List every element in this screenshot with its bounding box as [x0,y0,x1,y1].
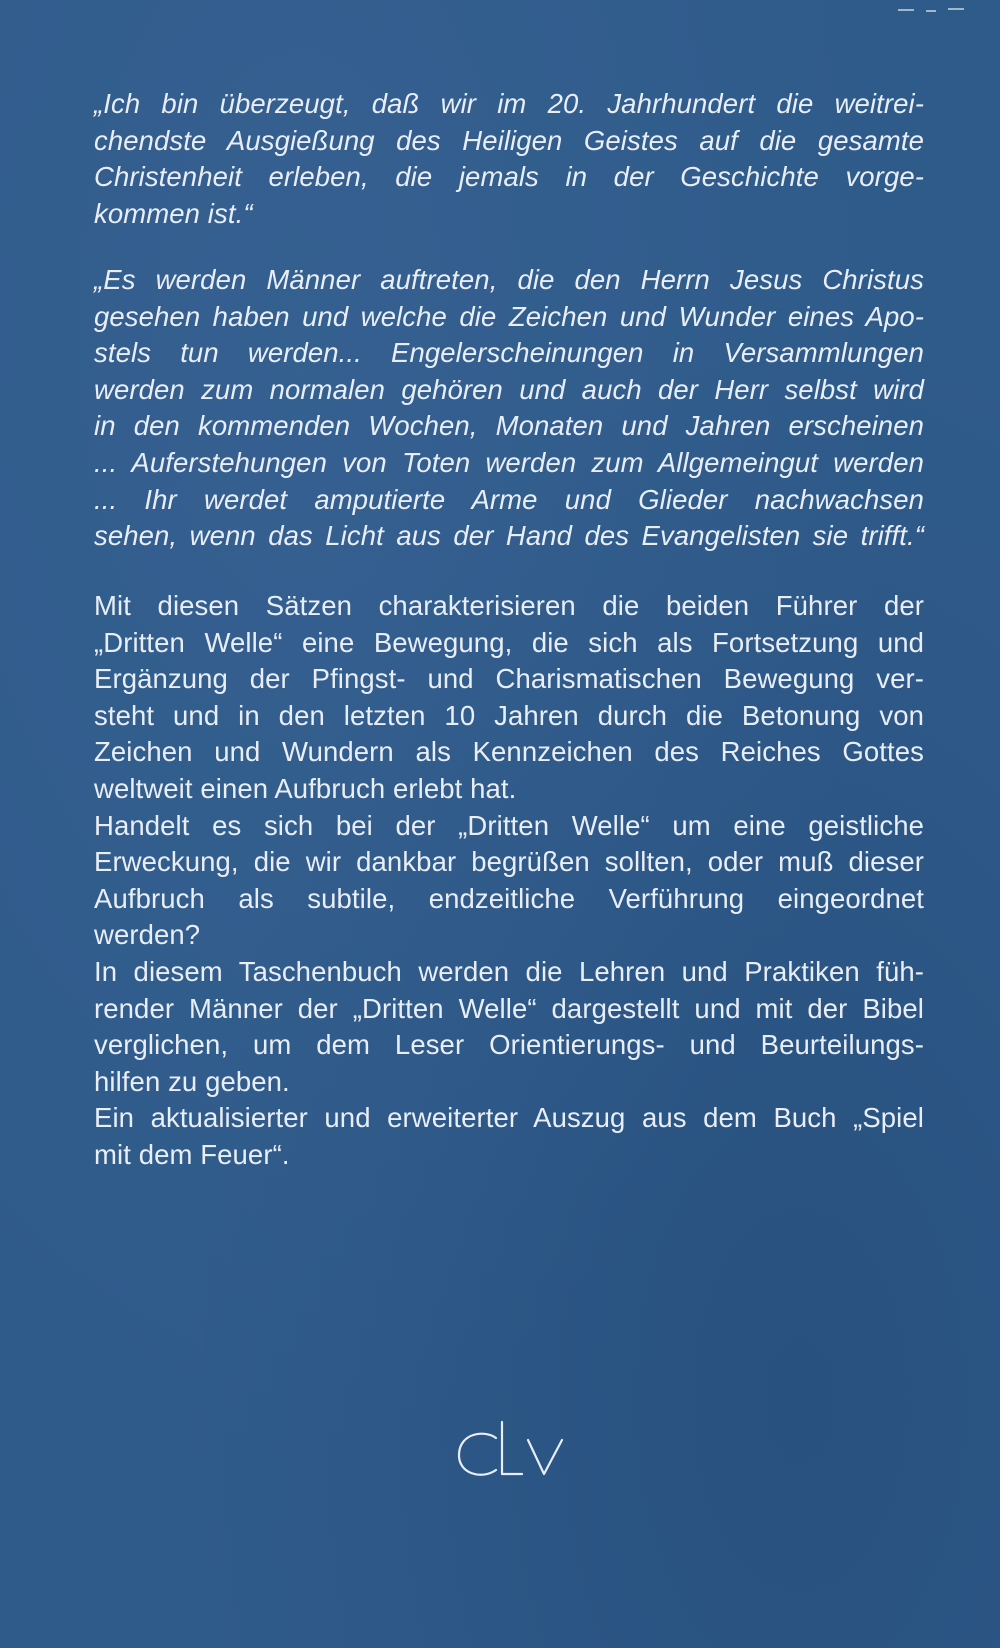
description-paragraph-2 [94,808,924,954]
quote-first-line: „Ich bin überzeugt, daß wir im 20. Jahrhundert die weitrei- [94,88,924,119]
description-line: werden? [94,919,201,951]
quote-second-line: werden zum normalen gehören und auch der Herr selbst wird [94,373,924,405]
book-description [94,588,924,1174]
description-line: Erweckung, die wir dankbar begrüßen sollten, oder muß dieser [94,846,924,878]
description-line: In diesem Taschenbuch werden die Lehren und Praktiken füh- [94,955,924,987]
publisher-logo [452,1418,568,1480]
description-line: Zeichen und Wundern als Kennzeichen des Reiches Gottes [94,736,924,768]
quote-first-line: Christenheit erleben, die jemals in der Geschichte vorge- [94,161,924,193]
quote-first-line: chendste Ausgießung des Heiligen Geistes auf die gesamte [94,124,924,156]
description-paragraph-4 [94,1100,924,1173]
quote-second-line: stels tun werden... Engelerscheinungen in Versammlungen [94,337,924,369]
description-line: verglichen, um dem Leser Orientierungs- und Beurteilungs- [94,1029,924,1061]
description-line: Handelt es sich bei der „Dritten Welle“ um eine geistliche [94,809,924,841]
description-line: Mit diesen Sätzen charakterisieren die beiden Führer der [94,590,924,621]
quote-second-line: gesehen haben und welche die Zeichen und Wunder eines Apo- [94,300,924,332]
description-line: steht und in den letzten 10 Jahren durch die Betonung von [94,699,924,731]
quote-second-line: in den kommenden Wochen, Monaten und Jahren erscheinen [94,410,924,442]
description-line: Ein aktualisierter und erweiterter Auszug aus dem Buch „Spiel [94,1102,924,1134]
description-paragraph-3 [94,954,924,1100]
quote-first [94,86,924,232]
quote-second-line: ... Ihr werdet amputierte Arme und Glieder nachwachsen [94,483,924,515]
description-line: Aufbruch als subtile, endzeitliche Verführung eingeordnet [94,882,924,914]
quote-second-line: „Es werden Männer auftreten, die den Herrn Jesus Christus [94,264,924,295]
description-paragraph-1 [94,588,924,808]
quote-second [94,262,924,555]
description-line: mit dem Feuer“. [94,1138,290,1170]
quote-first-line: kommen ist.“ [94,197,253,229]
description-line: „Dritten Welle“ eine Bewegung, die sich als Fortsetzung und [94,626,924,658]
quote-second-line: sehen, wenn das Licht aus der Hand des Evangelisten sie trifft.“ [94,520,924,552]
description-line: render Männer der „Dritten Welle“ dargestellt und mit der Bibel [94,992,924,1024]
scan-artifact-mark [896,6,966,14]
description-line: weltweit einen Aufbruch erlebt hat. [94,772,517,804]
description-line: hilfen zu geben. [94,1065,290,1097]
description-line: Ergänzung der Pfingst- und Charismatischen Bewegung ver- [94,663,924,695]
quote-second-line: ... Auferstehungen von Toten werden zum Allgemeingut werden [94,446,924,478]
